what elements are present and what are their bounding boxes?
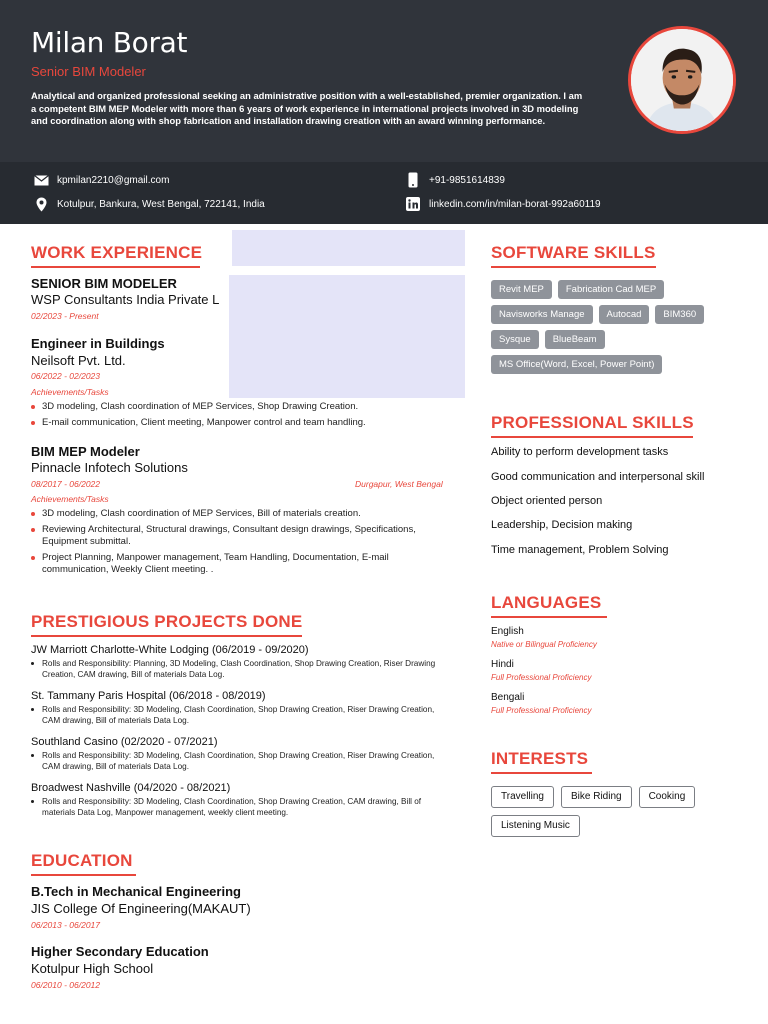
language-level: Native or Bilingual Proficiency xyxy=(491,640,597,649)
section-title-text: LANGUAGES xyxy=(491,593,602,612)
education-date: 06/2013 - 06/2017 xyxy=(31,920,101,930)
redaction-overlay xyxy=(232,230,465,266)
skill-chip: BlueBeam xyxy=(545,330,605,349)
job-task-list xyxy=(31,401,451,433)
interest-tag: Travelling xyxy=(491,786,554,808)
professional-skill-item: Good communication and interpersonal skill xyxy=(491,471,705,483)
software-skill-list xyxy=(491,280,741,374)
section-title-text: SOFTWARE SKILLS xyxy=(491,243,656,262)
job-title: Engineer in Buildings xyxy=(31,336,165,351)
section-title-text: PRESTIGIOUS PROJECTS DONE xyxy=(31,612,303,631)
section-title-text: EDUCATION xyxy=(31,851,133,870)
location-pin-icon xyxy=(33,196,49,212)
envelope-icon xyxy=(33,172,49,188)
job-achievements-label: Achievements/Tasks xyxy=(31,387,109,397)
skill-chip: Revit MEP xyxy=(491,280,552,299)
list-item: Rolls and Responsibility: 3D Modeling, Clash Coordination, Shop Drawing Creation, Riser Drawing Creation, CAM drawing, Bill of materials Data Log. xyxy=(31,705,441,726)
linkedin-text: linkedin.com/in/milan-borat-992a60119 xyxy=(429,198,601,210)
list-item: 3D modeling, Clash coordination of MEP Services, Shop Drawing Creation. xyxy=(31,401,451,413)
project-title: JW Marriott Charlotte-White Lodging (06/2019 - 09/2020) xyxy=(31,644,309,656)
list-item: Rolls and Responsibility: 3D Modeling, Clash Coordination, Shop Drawing Creation, Riser Drawing Creation, CAM drawing, Bill of materials Data Log. xyxy=(31,751,441,772)
job-organization: Neilsoft Pvt. Ltd. xyxy=(31,353,126,368)
section-title-professional-skills xyxy=(491,413,694,438)
section-title-text: WORK EXPERIENCE xyxy=(31,243,203,262)
resume-header xyxy=(0,0,768,162)
skill-chip: BIM360 xyxy=(655,305,704,324)
section-underline xyxy=(31,266,200,268)
section-title-text: INTERESTS xyxy=(491,749,589,768)
interest-tag: Listening Music xyxy=(491,815,580,837)
section-underline xyxy=(491,772,592,774)
job-date: 02/2023 - Present xyxy=(31,311,99,321)
list-item: Rolls and Responsibility: 3D Modeling, Clash Coordination, Shop Drawing Creation, CAM drawing, Bill of materials Data Log, Manpower management, weekly client meeting. xyxy=(31,797,441,818)
address-text: Kotulpur, Bankura, West Bengal, 722141, India xyxy=(57,198,265,210)
candidate-role: Senior BIM Modeler xyxy=(31,64,146,79)
profile-photo xyxy=(628,26,736,134)
language-level: Full Professional Proficiency xyxy=(491,706,592,715)
interest-tag: Bike Riding xyxy=(561,786,632,808)
skill-chip: Sysque xyxy=(491,330,539,349)
candidate-name: Milan Borat xyxy=(31,26,188,59)
section-underline xyxy=(31,874,136,876)
interest-list xyxy=(491,786,731,837)
contact-address xyxy=(33,196,265,212)
job-location: Durgapur, West Bengal xyxy=(355,479,443,489)
list-item: E-mail communication, Client meeting, Manpower control and team handling. xyxy=(31,417,451,429)
contact-bar xyxy=(0,162,768,224)
section-underline xyxy=(31,635,302,637)
job-title: SENIOR BIM MODELER xyxy=(31,276,177,291)
section-underline xyxy=(491,616,607,618)
list-item: Project Planning, Manpower management, Team Handling, Documentation, E-mail communication, Weekly Client meeting. . xyxy=(31,552,441,576)
job-title: BIM MEP Modeler xyxy=(31,444,140,459)
language-name: Bengali xyxy=(491,692,525,703)
language-name: English xyxy=(491,626,524,637)
redaction-overlay xyxy=(229,275,465,398)
professional-skill-item: Time management, Problem Solving xyxy=(491,544,669,556)
job-achievements-label: Achievements/Tasks xyxy=(31,494,109,504)
section-title-text: PROFESSIONAL SKILLS xyxy=(491,413,694,432)
contact-phone[interactable] xyxy=(405,172,505,188)
education-school: Kotulpur High School xyxy=(31,961,154,976)
section-underline xyxy=(491,266,656,268)
section-title-work-experience xyxy=(31,243,202,268)
section-title-projects xyxy=(31,612,302,637)
education-degree: B.Tech in Mechanical Engineering xyxy=(31,884,241,899)
interest-tag: Cooking xyxy=(639,786,696,808)
education-date: 06/2010 - 06/2012 xyxy=(31,980,101,990)
job-date: 06/2022 - 02/2023 xyxy=(31,371,101,381)
linkedin-icon xyxy=(405,196,421,212)
language-name: Hindi xyxy=(491,659,514,670)
section-title-education xyxy=(31,851,136,876)
project-title: Southland Casino (02/2020 - 07/2021) xyxy=(31,736,218,748)
job-task-list xyxy=(31,508,441,580)
professional-skill-item: Object oriented person xyxy=(491,495,603,507)
email-text: kpmilan2210@gmail.com xyxy=(57,174,170,186)
skill-chip: Fabrication Cad MEP xyxy=(558,280,664,299)
education-school: JIS College Of Engineering(MAKAUT) xyxy=(31,901,251,916)
contact-linkedin[interactable] xyxy=(405,196,601,212)
mobile-phone-icon xyxy=(405,172,421,188)
project-title: St. Tammany Paris Hospital (06/2018 - 08/2019) xyxy=(31,690,266,702)
avatar-illustration xyxy=(631,29,733,131)
project-description xyxy=(31,797,441,818)
skill-chip: Navisworks Manage xyxy=(491,305,593,324)
project-description xyxy=(31,705,441,726)
project-description xyxy=(31,751,441,772)
phone-text: +91-9851614839 xyxy=(429,174,505,186)
section-title-interests xyxy=(491,749,592,774)
section-title-software-skills xyxy=(491,243,656,268)
section-underline xyxy=(491,436,693,438)
contact-email[interactable] xyxy=(33,172,169,188)
section-title-languages xyxy=(491,593,607,618)
skill-chip: Autocad xyxy=(599,305,650,324)
job-date: 08/2017 - 06/2022 xyxy=(31,479,101,489)
skill-chip: MS Office(Word, Excel, Power Point) xyxy=(491,355,662,374)
professional-skill-item: Ability to perform development tasks xyxy=(491,446,669,458)
language-level: Full Professional Proficiency xyxy=(491,673,592,682)
profile-summary: Analytical and organized professional seeking an administrative position with a well-established, premier organization. I am a competent BIM MEP Modeler with more than 6 years of work experience in international projects involved in 3D modeling and coordination along with shop fabrication and installation drawing creation with an award winning performance. xyxy=(31,90,583,127)
education-degree: Higher Secondary Education xyxy=(31,944,209,959)
list-item: 3D modeling, Clash coordination of MEP Services, Bill of materials creation. xyxy=(31,508,441,520)
project-title: Broadwest Nashville (04/2020 - 08/2021) xyxy=(31,782,231,794)
job-organization: Pinnacle Infotech Solutions xyxy=(31,460,188,475)
job-organization: WSP Consultants India Private L xyxy=(31,292,220,307)
list-item: Rolls and Responsibility: Planning, 3D Modeling, Clash Coordination, Shop Drawing Creation, Riser Drawing Creation, CAM drawing, Bill of materials Data Log. xyxy=(31,659,441,680)
professional-skill-item: Leadership, Decision making xyxy=(491,519,633,531)
list-item: Reviewing Architectural, Structural drawings, Consultant design drawings, Specifications, Equipment submittal. xyxy=(31,524,441,548)
project-description xyxy=(31,659,441,680)
